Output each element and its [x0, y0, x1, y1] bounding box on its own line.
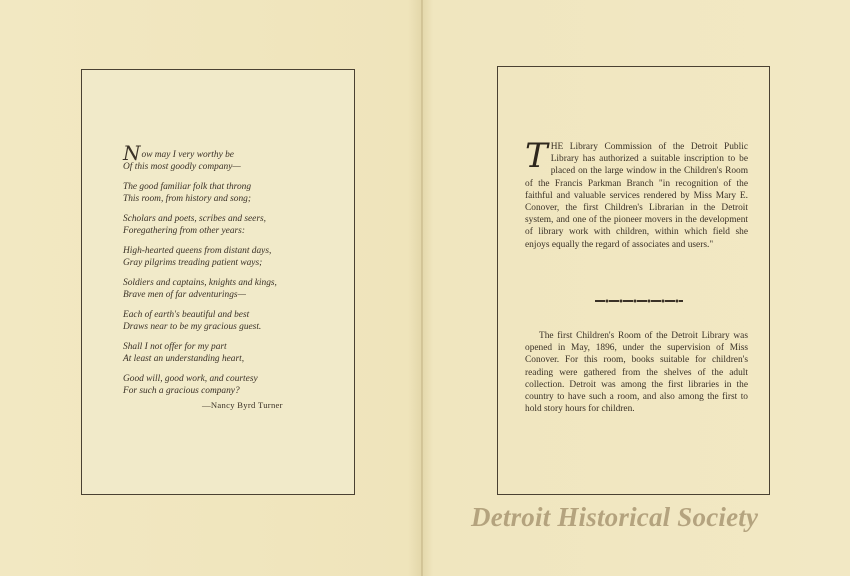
poem-stanza [123, 341, 338, 365]
poem-line: Shall I not offer for my part [123, 342, 227, 352]
poem-line: Scholars and poets, scribes and seers, [123, 214, 266, 224]
divider-ornament [595, 298, 683, 304]
poem-line: Good will, good work, and courtesy [123, 374, 258, 384]
poem-stanza [123, 245, 338, 269]
watermark: Detroit Historical Society [471, 502, 759, 532]
poem-line: Draws near to be my gracious guest. [123, 322, 262, 332]
poem [123, 141, 338, 405]
history-paragraph: The first Children's Room of the Detroit Library was opened in May, 1896, under the supervision of Miss Conover. For this room, books suitable for children's reading were gathered from the shelves of the adult collection. Detroit was among the first libraries in the country to have such a room, and also among the first to hold story hours for children. [525, 331, 748, 415]
poem-line: Foregathering from other years: [123, 226, 245, 236]
poem-stanza [123, 309, 338, 333]
commission-paragraph [525, 136, 748, 251]
poem-line: At least an understanding heart, [123, 354, 245, 364]
poem-line: Of this most goodly company— [123, 162, 241, 172]
poem-stanza [123, 277, 338, 301]
text-panel [497, 66, 770, 495]
poem-stanza [123, 141, 338, 173]
poem-line: This room, from history and song; [123, 194, 251, 204]
poem-first-line-rest: ow may I very worthy be [141, 150, 234, 160]
poem-line: For such a gracious company? [123, 386, 240, 396]
poem-dropcap: N [123, 141, 141, 165]
commission-paragraph-text: HE Library Commission of the Detroit Public Library has authorized a suitable inscription to be placed on the large window in the Children's Room of the Francis Parkman Branch "in recognition of the faithful and valuable services rendered by Miss Mary E. Conover, the first Children's Librarian in the Detroit system, and one of the pioneer movers in the development of library work with children, within which field she enjoys equally the regard of associates and users." [525, 142, 748, 250]
center-fold [421, 0, 423, 576]
poem-author: —Nancy Byrd Turner [202, 400, 283, 410]
poem-stanza [123, 213, 338, 237]
paragraph-dropcap: T [525, 136, 548, 176]
poem-line: Brave men of far adventurings— [123, 290, 246, 300]
poem-line: The good familiar folk that throng [123, 182, 252, 192]
poem-line: Soldiers and captains, knights and kings, [123, 278, 277, 288]
poem-line: Gray pilgrims treading patient ways; [123, 258, 263, 268]
poem-stanza [123, 181, 338, 205]
poem-line: High-hearted queens from distant days, [123, 246, 272, 256]
poem-line: Each of earth's beautiful and best [123, 310, 250, 320]
poem-stanza [123, 373, 338, 397]
poem-first-line [123, 141, 338, 165]
poem-panel [81, 69, 355, 495]
